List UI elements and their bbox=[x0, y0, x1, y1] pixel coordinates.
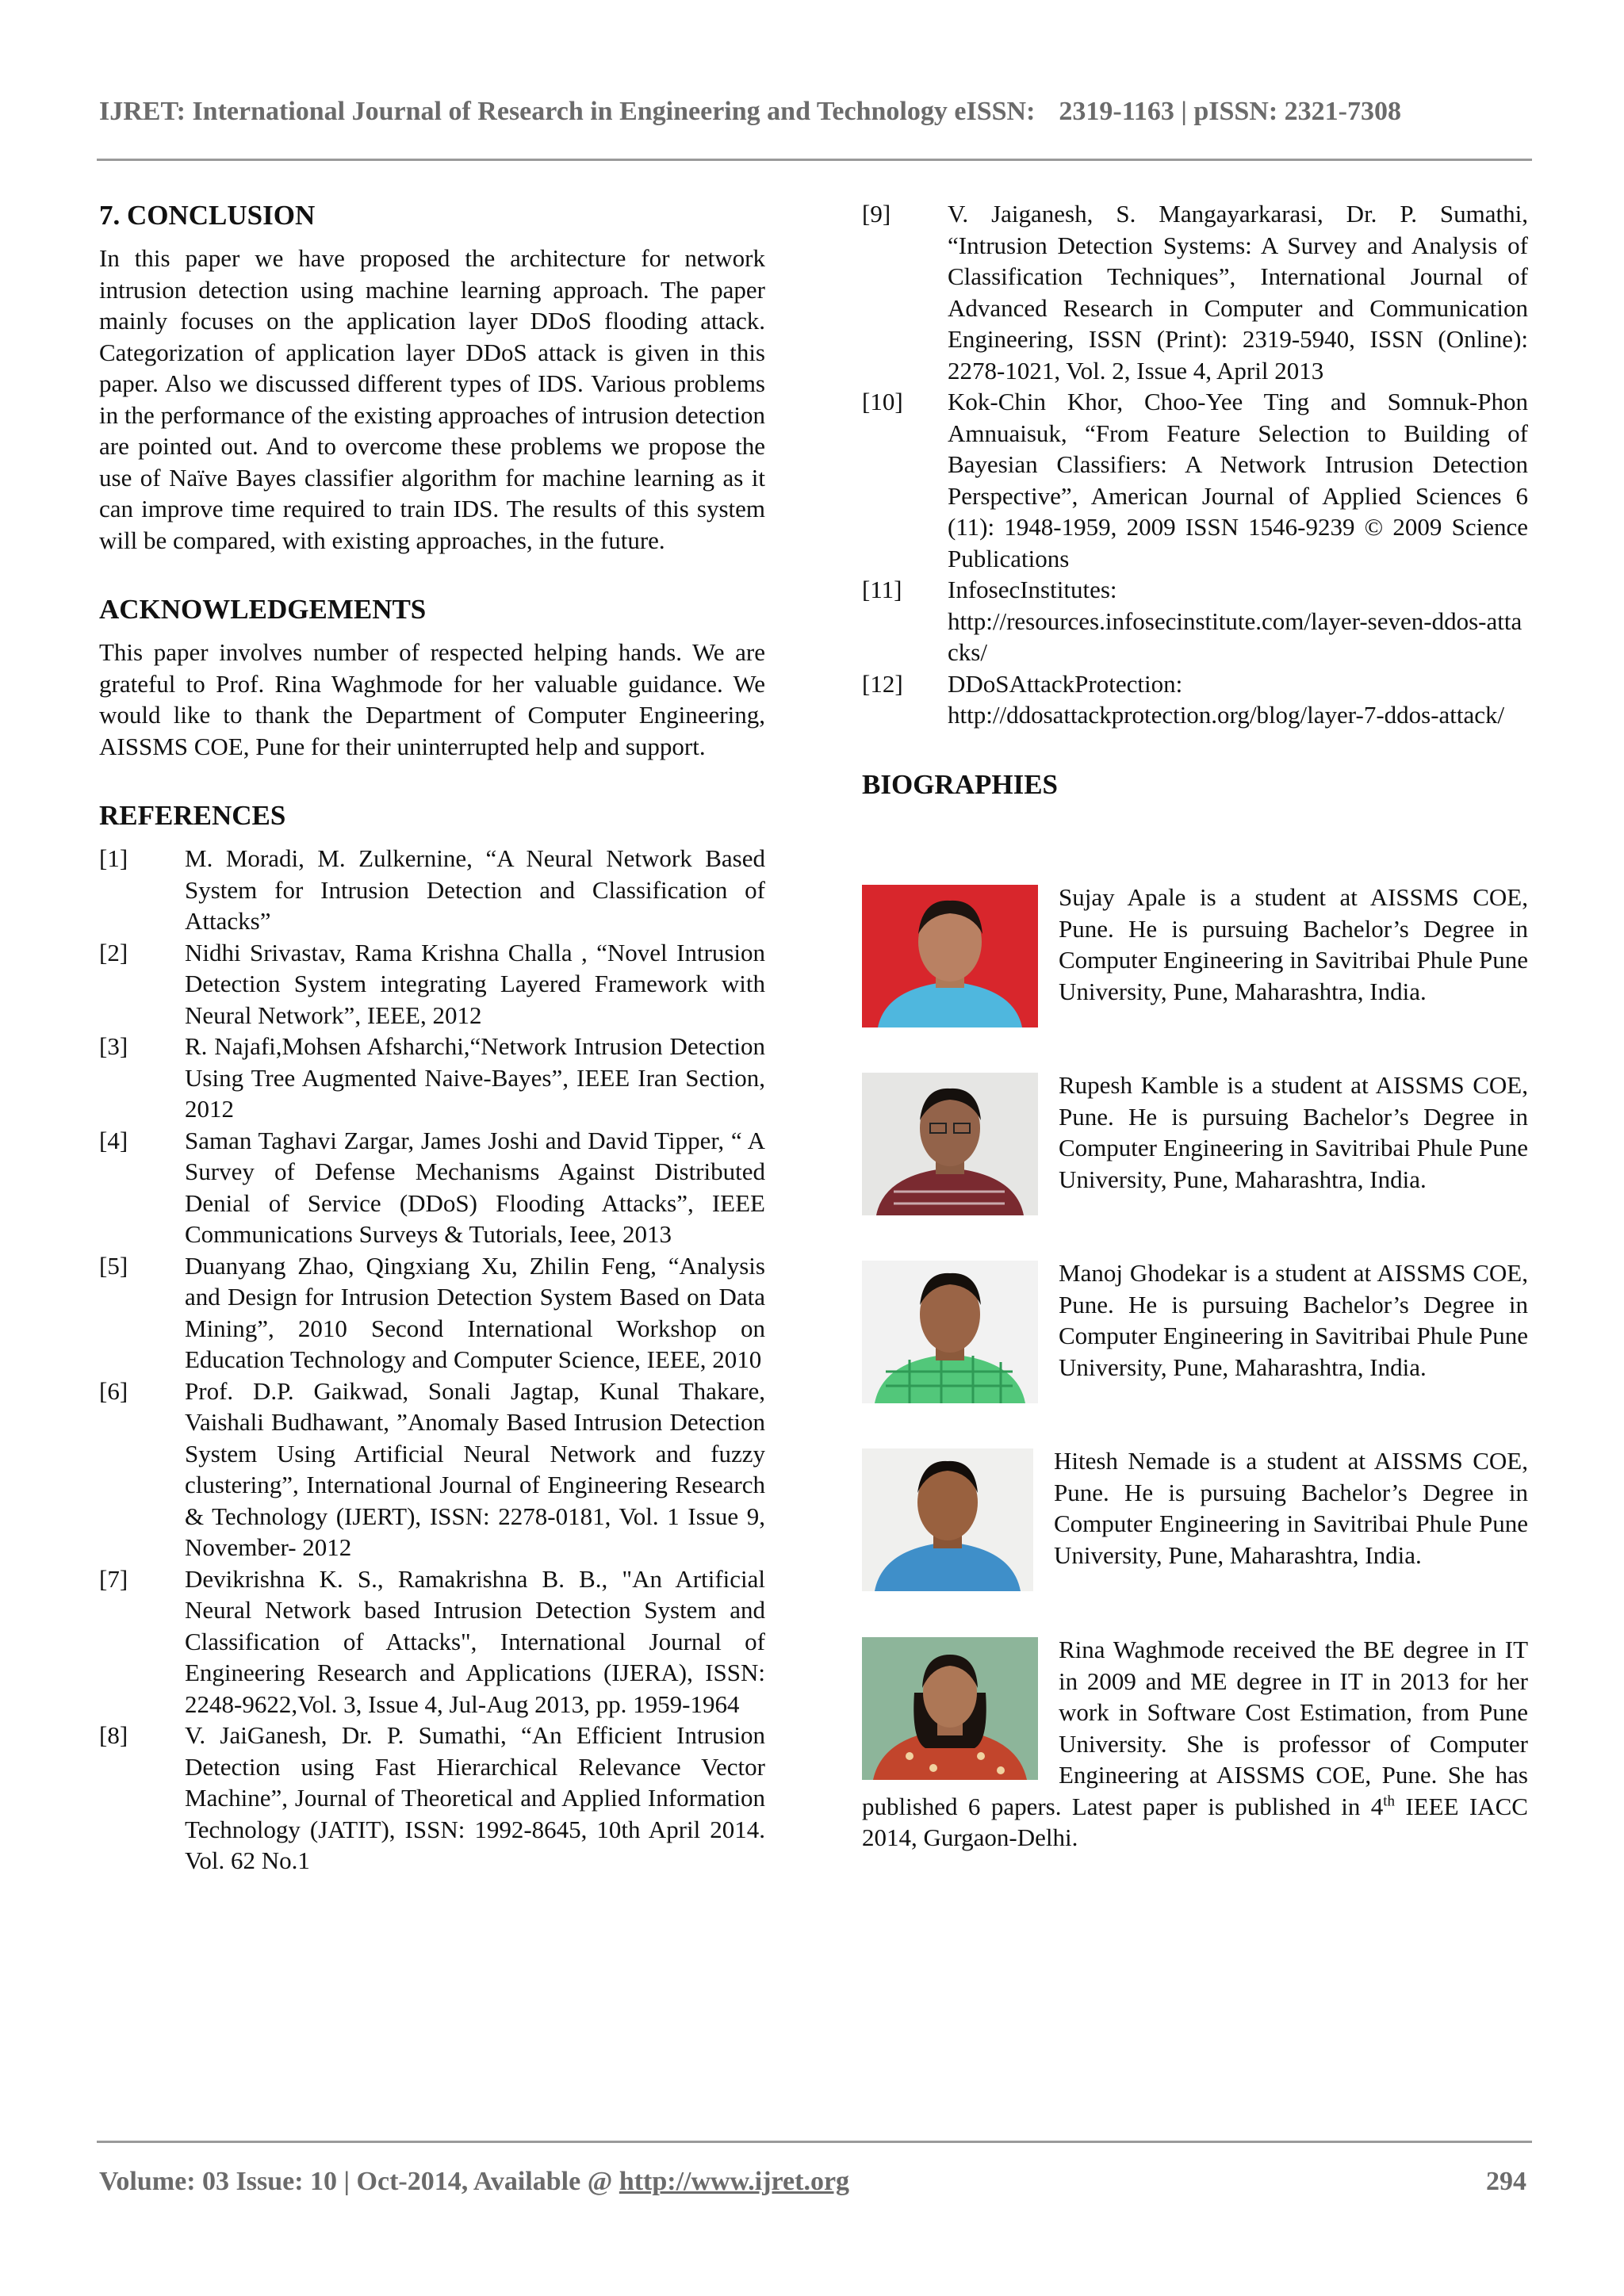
footer-rule bbox=[97, 2141, 1532, 2143]
biography-text-main: Rina Waghmode received the BE degree in IT in 2009 and ME degree in IT in 2013 for her work in Software Cost Estimation, from Pune University. She is professor of Computer Engineering at AISSMS COE, Pune. She has published 6 papers. Latest paper is published in 4 bbox=[862, 1636, 1528, 1820]
reference-source: InfosecInstitutes: bbox=[948, 576, 1117, 603]
reference-text bbox=[948, 668, 1528, 731]
biography-text-end: IEEE IACC 2014, Gurgaon-Delhi. bbox=[862, 1792, 1528, 1851]
biography-item bbox=[862, 1634, 1528, 1854]
reference-item bbox=[99, 1031, 765, 1125]
reference-item bbox=[862, 386, 1528, 574]
reference-text bbox=[948, 574, 1528, 668]
reference-item bbox=[99, 843, 765, 937]
biography-item bbox=[862, 1257, 1528, 1408]
reference-item bbox=[99, 1376, 765, 1563]
author-photo bbox=[862, 1637, 1038, 1780]
author-photo bbox=[862, 1448, 1033, 1591]
biography-text: Manoj Ghodekar is a student at AISSMS COE, Pune. He is pursuing Bachelor’s Degree in Computer Engineering in Savitribai Phule Pune University, Pune, Maharashtra, India. bbox=[1059, 1259, 1528, 1381]
reference-item bbox=[862, 198, 1528, 386]
biography-text: Rupesh Kamble is a student at AISSMS COE, Pune. He is pursuing Bachelor’s Degree in Computer Engineering in Savitribai Phule Pune University, Pune, Maharashtra, India. bbox=[1059, 1071, 1528, 1193]
conclusion-text: In this paper we have proposed the architecture for network intrusion detection using machine learning approach. The paper mainly focuses on the application layer DDoS flooding attack. Categorization of application layer DDoS attack is given in this paper. Also we discussed different types of IDS. Various problems in the performance of the existing approaches of intrusion detection are pointed out. And to overcome these problems we propose the use of Naïve Bayes classifier algorithm for machine learning as it can improve time required to train IDS. The results of this system will be compared, with existing approaches, in the future. bbox=[99, 244, 765, 554]
reference-number: [11] bbox=[862, 576, 902, 603]
journal-website-link[interactable]: http://www.ijret.org bbox=[619, 2167, 850, 2196]
reference-number: [2] bbox=[99, 938, 128, 966]
reference-number: [12] bbox=[862, 669, 903, 698]
reference-item bbox=[99, 1563, 765, 1720]
reference-number: [8] bbox=[99, 1721, 128, 1749]
reference-text: V. JaiGanesh, Dr. P. Sumathi, “An Efficient Intrusion Detection using Fast Hierarchical Relevance Vector Machine”, Journal of Theoretical and Applied Information Technology (JATIT), ISSN: 1992-8645, 10th April 2014. Vol. 62 No.1 bbox=[185, 1721, 765, 1874]
right-column bbox=[862, 198, 1528, 812]
reference-item bbox=[862, 668, 1528, 731]
reference-number: [3] bbox=[99, 1032, 128, 1060]
references-section bbox=[99, 798, 765, 1877]
volume-info: Volume: 03 Issue: 10 | Oct-2014, Available @ bbox=[99, 2167, 619, 2196]
reference-number: [9] bbox=[862, 200, 891, 228]
biography-text: Sujay Apale is a student at AISSMS COE, Pune. He is pursuing Bachelor’s Degree in Computer Engineering in Savitribai Phule Pune University, Pune, Maharashtra, India. bbox=[1059, 883, 1528, 1005]
reference-text: M. Moradi, M. Zulkernine, “A Neural Network Based System for Intrusion Detection and Classification of Attacks” bbox=[185, 844, 765, 935]
biographies-heading: BIOGRAPHIES bbox=[862, 768, 1058, 800]
acknowledgements-heading: ACKNOWLEDGEMENTS bbox=[99, 594, 427, 625]
reference-number: [10] bbox=[862, 388, 903, 415]
running-footer bbox=[99, 2167, 1526, 2197]
reference-text: Kok-Chin Khor, Choo-Yee Ting and Somnuk-Phon Amnuaisuk, “From Feature Selection to Building of Bayesian Classifiers: A Network Intrusion Detection Perspective”, American Journal of Applied Sciences 6 (11): 1948-1959, 2009 ISSN 1546-9239 © 2009 Science Publications bbox=[948, 388, 1528, 572]
conclusion-heading: 7. CONCLUSION bbox=[99, 200, 316, 231]
reference-number: [6] bbox=[99, 1376, 128, 1405]
author-photo bbox=[862, 1073, 1038, 1215]
reference-text: Duanyang Zhao, Qingxiang Xu, Zhilin Feng, “Analysis and Design for Intrusion Detection System Based on Data Mining”, 2010 Second International Workshop on Education Technology and Computer Science, IEEE, 2010 bbox=[185, 1251, 765, 1373]
biography-item bbox=[862, 882, 1528, 1032]
ordinal-superscript: th bbox=[1383, 1793, 1396, 1810]
reference-source: DDoSAttackProtection: bbox=[948, 669, 1183, 698]
header-rule bbox=[97, 159, 1532, 161]
reference-text: Devikrishna K. S., Ramakrishna B. B., "An Artificial Neural Network based Intrusion Detection System and Classification of Attacks", International Journal of Engineering Research and Applications (IJERA), ISSN: 2248-9622,Vol. 3, Issue 4, Jul-Aug 2013, pp. 1959-1964 bbox=[185, 1564, 765, 1718]
reference-item bbox=[99, 937, 765, 1031]
reference-link[interactable]: http://resources.infosecinstitute.com/layer-seven-ddos-attacks/ bbox=[948, 607, 1522, 666]
reference-text: Saman Taghavi Zargar, James Joshi and David Tipper, “ A Survey of Defense Mechanisms Against Distributed Denial of Service (DDoS) Flooding Attacks”, IEEE Communications Surveys & Tutorials, Ieee, 2013 bbox=[185, 1126, 765, 1248]
reference-text: Nidhi Srivastav, Rama Krishna Challa , “Novel Intrusion Detection System integrating Layered Framework with Neural Network”, IEEE, 2012 bbox=[185, 938, 765, 1029]
reference-number: [5] bbox=[99, 1251, 128, 1280]
reference-link[interactable]: http://ddosattackprotection.org/blog/layer-7-ddos-attack/ bbox=[948, 701, 1505, 729]
reference-number: [4] bbox=[99, 1126, 128, 1154]
references-heading: REFERENCES bbox=[99, 800, 286, 831]
reference-item bbox=[99, 1125, 765, 1250]
reference-item bbox=[99, 1720, 765, 1877]
left-column bbox=[99, 198, 765, 1877]
journal-title: IJRET: International Journal of Research in Engineering and Technology eISSN: bbox=[99, 97, 1036, 126]
acknowledgements-text: This paper involves number of respected helping hands. We are grateful to Prof. Rina Waghmode for her valuable guidance. We would like to thank the Department of Computer Engineering, AISSMS COE, Pune for their uninterrupted help and support. bbox=[99, 638, 765, 760]
reference-number: [1] bbox=[99, 844, 128, 872]
reference-text: V. Jaiganesh, S. Mangayarkarasi, Dr. P. Sumathi, “Intrusion Detection Systems: A Survey and Analysis of Classification Techniques”, International Journal of Advanced Research in Computer and Communication Engineering, ISSN (Print): 2319-5940, ISSN (Online): 2278-1021, Vol. 2, Issue 4, April 2013 bbox=[948, 200, 1528, 385]
author-photo bbox=[862, 885, 1038, 1027]
reference-text: R. Najafi,Mohsen Afsharchi,“Network Intrusion Detection Using Tree Augmented Naive-Bayes”, IEEE Iran Section, 2012 bbox=[185, 1032, 765, 1123]
running-header bbox=[99, 97, 1526, 127]
reference-item bbox=[862, 574, 1528, 668]
reference-item bbox=[99, 1250, 765, 1376]
biography-text: Hitesh Nemade is a student at AISSMS COE, Pune. He is pursuing Bachelor’s Degree in Computer Engineering in Savitribai Phule Pune University, Pune, Maharashtra, India. bbox=[1054, 1447, 1528, 1569]
reference-text: Prof. D.P. Gaikwad, Sonali Jagtap, Kunal Thakare, Vaishali Budhawant, ”Anomaly Based Intrusion Detection System Using Artificial Neural Network and fuzzy clustering”, International Journal of Engineering Research & Technology (IJERT), ISSN: 2278-0181, Vol. 1 Issue 9, November- 2012 bbox=[185, 1376, 765, 1561]
author-photo bbox=[862, 1261, 1038, 1403]
acknowledgements-section bbox=[99, 592, 765, 762]
page-number: 294 bbox=[1486, 2167, 1526, 2196]
biography-item bbox=[862, 1070, 1528, 1220]
conclusion-section bbox=[99, 198, 765, 556]
journal-issn: 2319-1163 | pISSN: 2321-7308 bbox=[1059, 97, 1401, 126]
reference-number: [7] bbox=[99, 1564, 128, 1593]
biography-item bbox=[862, 1445, 1528, 1596]
